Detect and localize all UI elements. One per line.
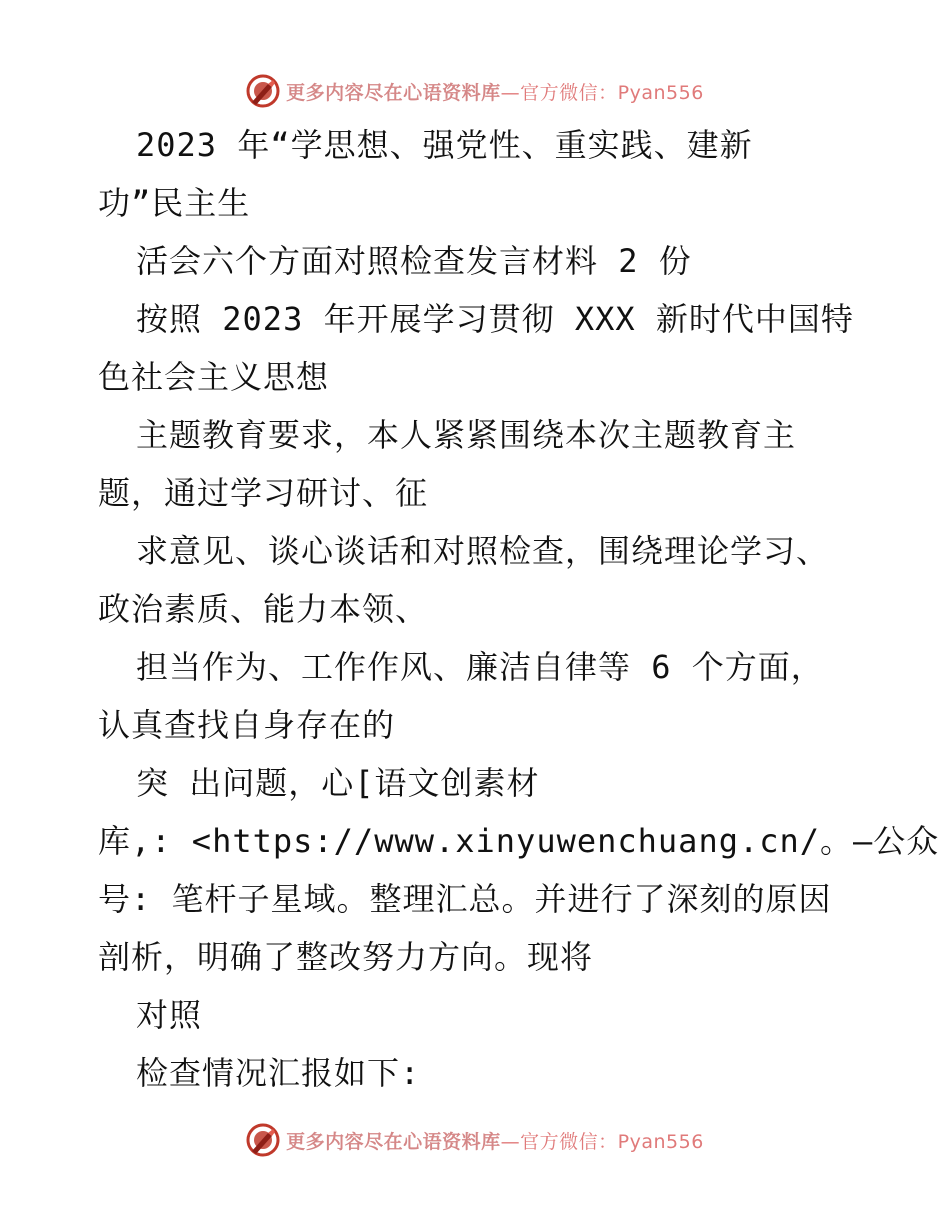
body-line: 活会六个方面对照检查发言材料 2 份 (136, 242, 692, 280)
banner-wechat-id: —官方微信：Pyan556 (500, 1130, 704, 1153)
body-line: 2023 年“学思想、强党性、重实践、建新 (136, 126, 753, 164)
body-line: 担当作为、工作作风、廉洁自律等 6 个方面， (136, 648, 824, 686)
banner-site-name: 更多内容尽在心语资料库 (286, 81, 501, 104)
body-line: 求意见、谈心谈话和对照检查，围绕理论学习、 (136, 532, 830, 570)
body-line: 突 出问题，心[语文创素材 (136, 764, 540, 802)
body-line: 号: 笔杆子星域。整理汇总。并进行了深刻的原因 (98, 880, 832, 918)
pen-logo-icon (246, 1123, 280, 1157)
body-line: 功”民主生 (98, 184, 251, 222)
body-line: 认真查找自身存在的 (98, 706, 396, 744)
body-line: 按照 2023 年开展学习贯彻 XXX 新时代中国特 (136, 300, 854, 338)
document-body (98, 121, 940, 1107)
pen-logo-icon (246, 74, 280, 108)
banner-wechat-id: —官方微信：Pyan556 (500, 81, 704, 104)
header-banner (0, 71, 950, 111)
body-line: 剖析，明确了整改努力方向。现将 (98, 938, 594, 976)
banner-site-name: 更多内容尽在心语资料库 (286, 1130, 501, 1153)
body-line: 政治素质、能力本领、 (98, 590, 429, 628)
body-line: 题，通过学习研讨、征 (98, 474, 429, 512)
footer-banner (0, 1120, 950, 1160)
body-line: 对照 (136, 996, 203, 1034)
body-line: 库,: <https://www.xinyuwenchuang.cn/。—公众 (98, 822, 940, 860)
body-line: 主题教育要求，本人紧紧围绕本次主题教育主 (136, 416, 797, 454)
body-line: 色社会主义思想 (98, 358, 330, 396)
body-line: 检查情况汇报如下: (136, 1054, 421, 1092)
